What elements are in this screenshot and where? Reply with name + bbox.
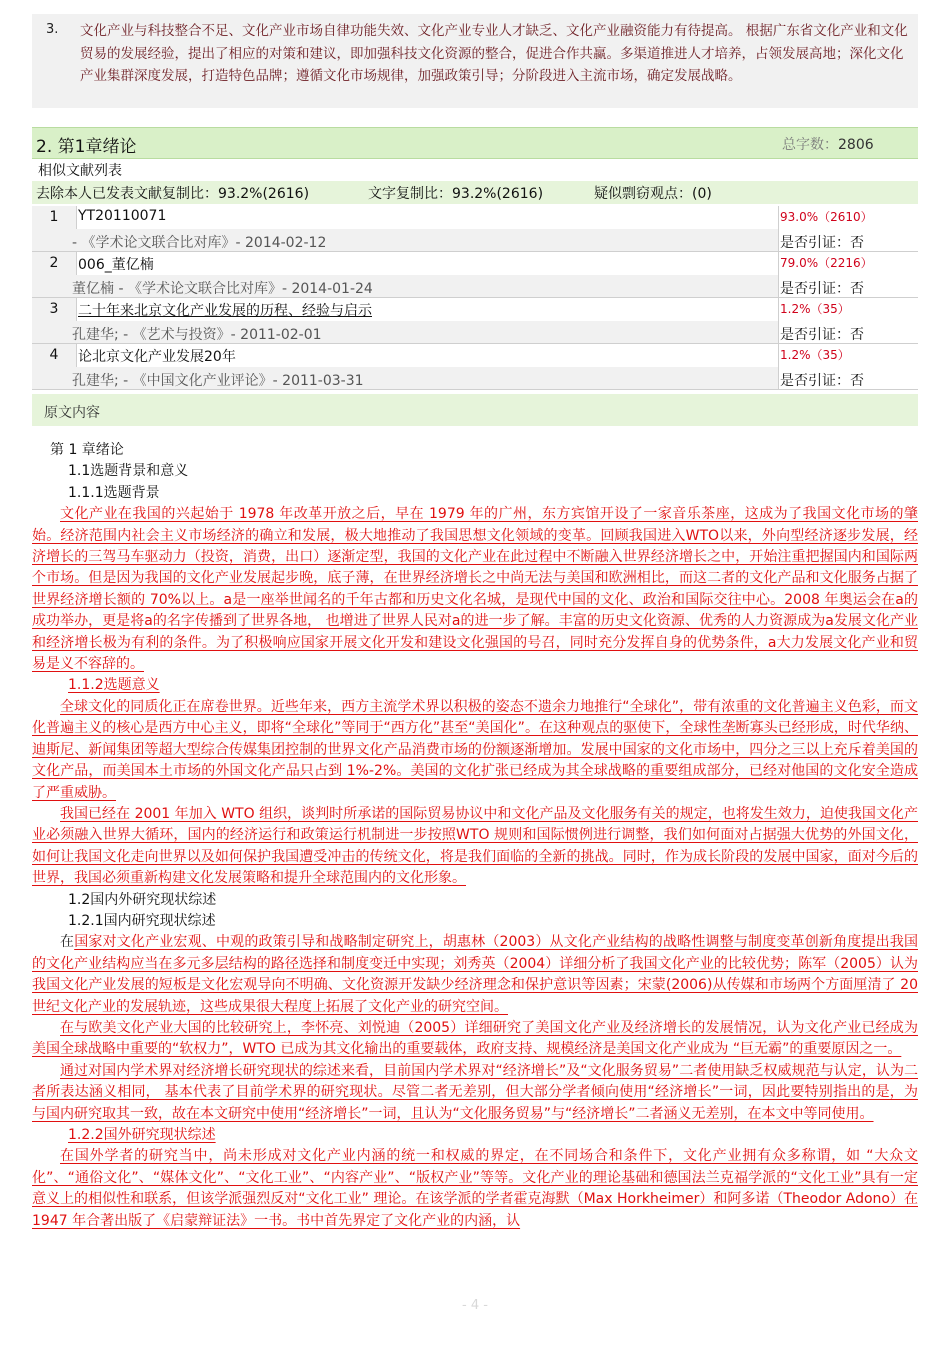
heading-1-1-2 — [32, 675, 918, 696]
reference-percent: 79.0%（2216） — [780, 256, 873, 270]
section-title: 2. 第1章绪论 — [36, 137, 137, 157]
section-header — [32, 127, 918, 159]
reference-meta: 孔建华; - 《中国文化产业评论》- 2011-03-31 — [72, 373, 364, 389]
paragraph — [32, 697, 918, 804]
conclusion-text: 文化产业与科技整合不足、文化产业市场自律功能失效、文化产业专业人才缺乏、文化产业融资能力有待提高。 根据广东省文化产业和文化贸易的发展经验，提出了相应的对策和建议，即加强科技文化资源的整合，促进合作共赢。多渠道推进人才培养，占领发展高地；深化文化产业集群深度发展，打造特色品牌；遵循文化市场规律，加强政策引导；分阶段进入主流市场，确定发展战略。 — [80, 23, 908, 84]
reference-percent: 1.2%（35） — [780, 302, 850, 316]
reference-meta: - 《学术论文联合比对库》- 2014-02-12 — [72, 235, 327, 251]
chapter-title: 第 1 章绪论 — [50, 442, 124, 458]
matched-text: 在与欧美文化产业大国的比较研究上，李怀亮、刘悦迪（2005）详细研究了美国文化产业及经济增长的发展情况，认为文化产业已经成为美国全球战略中重要的“软权力”，WTO 已成为其文化输出的重要载体，政府支持、规模经济是美国文化产业成为 “巨无霸”的重要原因之一。 — [32, 1019, 918, 1058]
reference-index: 4 — [49, 347, 59, 363]
heading-1-2-2 — [32, 1125, 918, 1146]
heading-1-1-1: 1.1.1选题背景 — [68, 484, 160, 501]
reference-title[interactable]: YT20110071 — [78, 208, 167, 224]
reference-title[interactable]: 二十年来北京文化产业发展的历程、经验与启示 — [78, 303, 372, 319]
word-count-label: 总字数： — [782, 137, 838, 153]
heading-1-2: 1.2国内外研究现状综述 — [68, 891, 217, 908]
reference-row[interactable] — [32, 344, 918, 390]
similar-list-title: 相似文献列表 — [38, 163, 122, 179]
paragraph — [32, 932, 918, 1018]
matched-text: 在国外学者的研究当中，尚未形成对文化产业内涵的统一和权威的界定，在不同场合和条件下，文化产业拥有众多称谓，如 “大众文化”、“通俗文化”、“媒体文化”、“文化工业”、“内容产业”、“版权产业”等等。文化产业的理论基础和德国法兰克福学派的“文化工业”具有一定意义上的相似性和联系，但该学派强烈反对“文化工业” 理论。在该学派的学者霍克海默（Max Horkheimer）和阿多诺（Theodor Adono）在1947 年合著出版了《启蒙辩证法》一书。书中首先界定了文化产业的内涵，认 — [32, 1148, 918, 1229]
original-content — [32, 440, 918, 1232]
reference-index: 3 — [49, 301, 59, 317]
word-count-value: 2806 — [838, 137, 874, 153]
reference-row[interactable] — [32, 206, 918, 252]
heading-1-1: 1.1选题背景和意义 — [68, 463, 189, 480]
word-count — [782, 134, 874, 154]
reference-row[interactable] — [32, 298, 918, 344]
reference-percent: 1.2%（35） — [780, 348, 850, 362]
reference-title[interactable]: 006_董亿楠 — [78, 257, 154, 273]
reference-cite: 是否引证：否 — [780, 327, 864, 343]
reference-meta: 孔建华; - 《艺术与投资》- 2011-02-01 — [72, 327, 322, 343]
stat-text-copy: 文字复制比：93.2%(2616) — [368, 186, 544, 202]
reference-index: 2 — [49, 255, 59, 271]
heading-1-2-1: 1.2.1国内研究现状综述 — [68, 912, 216, 929]
reference-row[interactable] — [32, 252, 918, 298]
reference-index: 1 — [49, 209, 59, 225]
paragraph — [32, 504, 918, 675]
matched-heading: 1.1.2选题意义 — [68, 677, 160, 694]
reference-meta: 董亿楠 - 《学术论文联合比对库》- 2014-01-24 — [72, 281, 373, 297]
paragraph — [32, 1018, 918, 1061]
reference-percent: 93.0%（2610） — [780, 210, 873, 224]
stat-plagiarism: 疑似剽窃观点：(0) — [594, 186, 712, 202]
reference-cite: 是否引证：否 — [780, 281, 864, 297]
paragraph — [32, 1061, 918, 1125]
reference-cite: 是否引证：否 — [780, 235, 864, 251]
paragraph — [32, 1146, 918, 1232]
matched-text: 文化产业在我国的兴起始于 1978 年改革开放之后，早在 1979 年的广州，东方宾馆开设了一家音乐茶座，这成为了我国文化市场的肇始。经济范围内社会主义市场经济的确立和发展，极大地推动了我国思想文化领域的变革。回顾我国进入WTO以来，外向型经济逐步发展，经济增长的三驾马车驱动力（投资，消费，出口）逐渐定型，我国的文化产业在此过程中不断融入世界经济增长之中，开始注重把握国内和国际两个市场。但是因为我国的文化产业发展起步晚，底子薄，在世界经济增长之中尚无法与美国和欧洲相比，而这二者的文化产品和文化服务占据了世界经济增长额的 70%以上。a是一座举世闻名的千年古都和历史文化名城，是现代中国的文化、政治和国际交往中心。2008 年奥运会在a的成功举办，更是将a的名字传播到了世界各地， 也增进了世界人民对a的进一步了解。丰富的历史文化资源、优秀的人力资源成为a发展文化产业和经济增长极为有利的条件。为了积极响应国家开展文化开发和建设文化强国的号召，同时充分发挥自身的优势条件，a大力发展文化产业和贸易是义不容辞的。 — [32, 506, 918, 673]
matched-text: 国家对文化产业宏观、中观的政策引导和战略制定研究上，胡惠林（2003）从文化产业结构的战略性调整与制度变革创新角度提出我国的文化产业结构应当在多元多层结构的路径选择和制度变迁中实现；刘秀英（2004）详细分析了我国文化产业的比较优势；陈军（2005）认为我国文化产业发展的短板是文化宏观导向不明确、文化资源开发缺少经济理念和保护意识等因素；宋蒙(2006)从传媒和市场两个方面厘清了 20 世纪文化产业的发展轨迹，这些成果很大程度上拓展了文化产业的研究空间。 — [32, 934, 918, 1015]
original-content-header — [32, 394, 918, 426]
similarity-stats — [32, 181, 918, 204]
stat-excluding-own: 去除本人已发表文献复制比：93.2%(2616) — [36, 186, 310, 202]
matched-heading: 1.2.2国外研究现状综述 — [68, 1127, 216, 1143]
matched-text: 通过对国内学术界对经济增长研究现状的综述来看，目前国内学术界对“经济增长”及“文化服务贸易”二者使用缺乏权威规范与认定，认为二者所表达涵义相同， 基本代表了目前学术界的研究现状。尽管二者无差别，但大部分学者倾向使用“经济增长”一词，因此要特别指出的是，为与国内研究取其一致，故在本文研究中使用“经济增长”一词，且认为“文化服务贸易”与“经济增长”二者涵义无差别，在本文中等同使用。 — [32, 1062, 918, 1122]
paragraph — [32, 804, 918, 890]
conclusion-block — [32, 14, 918, 108]
conclusion-number: 3. — [46, 22, 59, 37]
matched-text: 我国已经在 2001 年加入 WTO 组织，谈判时所承诺的国际贸易协议中和文化产品及文化服务有关的规定，也将发生效力，迫使我国文化产业必须融入世界大循环，国内的经济运行和政策运行机制进一步按照WTO 规则和国际惯例进行调整，我们如何面对占据强大优势的外国文化，如何让我国文化走向世界以及如何保护我国遭受冲击的传统文化，将是我们面临的全新的挑战。同时，作为成长阶段的发展中国家，面对今后的世界，我国必须重新构建文化发展策略和提升全球范围内的文化形象。 — [32, 805, 918, 887]
matched-text: 全球文化的同质化正在席卷世界。近些年来，西方主流学术界以积极的姿态不遗余力地推行“全球化”，带有浓重的文化普遍主义色彩，而文化普遍主义的核心是西方中心主义，即将“全球化”等同于“西方化”甚至“美国化”。在这种观点的驱使下，全球性垄断寡头已经形成，时代华纳、迪斯尼、新闻集团等超大型综合传媒集团控制的世界文化产品消费市场的份额逐渐增加。发展中国家的文化市场中，四分之三以上充斥着美国的文化产品，而美国本土市场的外国文化产品只占到 1%-2%。美国的文化扩张已经成为其全球战略的重要组成部分，已经对他国的文化安全造成了严重威胁。 — [32, 698, 918, 801]
reference-cite: 是否引证：否 — [780, 373, 864, 389]
page-number: - 4 - — [462, 1298, 488, 1313]
original-content-label: 原文内容 — [44, 405, 100, 421]
lead-text: 在 — [60, 934, 75, 951]
reference-title[interactable]: 论北京文化产业发展20年 — [78, 349, 236, 365]
